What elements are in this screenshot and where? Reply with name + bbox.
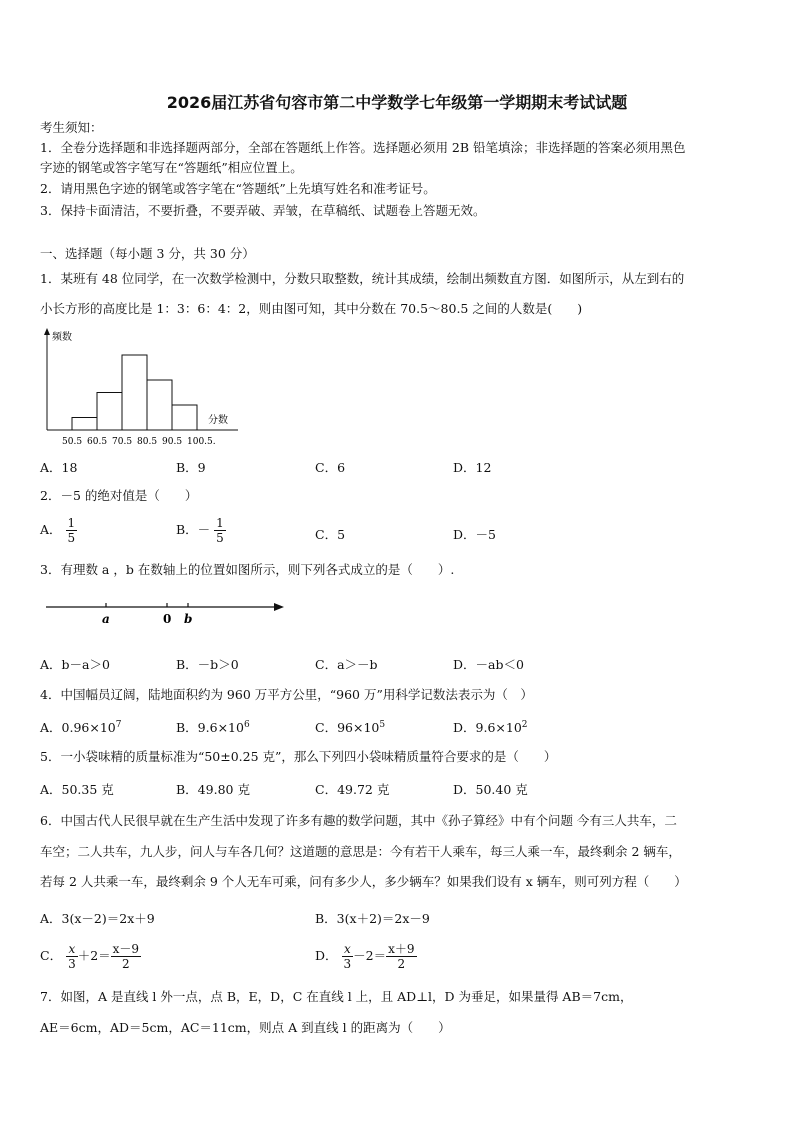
exponent: 5 xyxy=(379,719,386,730)
numerator: x＋9 xyxy=(388,942,415,956)
denominator: 3 xyxy=(68,957,76,971)
numerator: x xyxy=(342,942,354,957)
question-1-line2: 小长方形的高度比是 1：3：6：4：2，则由图可知，其中分数在 70.5～80.5 之间的人数是( ) xyxy=(40,301,583,316)
option-d xyxy=(315,942,417,971)
option-text: C．96×10 xyxy=(315,720,380,735)
x-axis-label: 分数 xyxy=(208,415,228,426)
question-6-line1: 6．中国古代人民很早就在生产生活中发现了许多有趣的数学问题，其中《孙子算经》中有个问题 今有三人共车，二 xyxy=(40,813,677,828)
exponent: 7 xyxy=(115,719,122,730)
option-d xyxy=(453,718,528,736)
option-c: C．5 xyxy=(315,527,346,542)
histogram-bar xyxy=(122,355,147,430)
denominator: 2 xyxy=(397,957,406,971)
question-5: 5．一小袋味精的质量标准为“50±0.25 克”，那么下列四小袋味精质量符合要求的是（ ） xyxy=(40,749,557,764)
option-b: B．9 xyxy=(176,460,206,475)
notice-item: 1．全卷分选择题和非选择题两部分，全部在答题纸上作答。选择题必须用 2B 铅笔填涂；非选择题的答案必须用黑色 xyxy=(40,140,686,155)
option-a: A．18 xyxy=(40,460,78,475)
numerator: x xyxy=(66,942,78,957)
numerator: 1 xyxy=(67,516,76,530)
question-7-line1: 7．如图，A 是直线 l 外一点，点 B，E，D，C 在直线 l 上，且 AD⊥l，D 为垂足，如果量得 AB＝7cm， xyxy=(40,989,633,1004)
question-4: 4．中国幅员辽阔，陆地面积约为 960 万平方公里，“960 万”用科学记数法表示为（ ） xyxy=(40,687,533,702)
notice-item: 字迹的钢笔或答字笔写在“答题纸”相应位置上。 xyxy=(40,160,303,175)
question-6-line3: 若每 2 人共乘一车，最终剩余 9 个人无车可乘，问有多少人，多少辆车？如果我们设有 x 辆车，则可列方程（ ） xyxy=(40,874,687,889)
fraction xyxy=(214,516,226,545)
numerator: 1 xyxy=(216,516,224,530)
notice-item: 2．请用黑色字迹的钢笔或答字笔在“答题纸”上先填写姓名和准考证号。 xyxy=(40,181,436,196)
question-6-line2: 车空；二人共车，九人步，问人与车各几何？这道题的意思是：今有若干人乘车，每三人乘一车，最终剩余 2 辆车， xyxy=(40,844,681,859)
option-a: A．3(x－2)＝2x＋9 xyxy=(40,911,155,926)
option-text: B．9.6×10 xyxy=(176,720,244,735)
option-b xyxy=(176,718,250,736)
histogram-bar xyxy=(72,418,97,431)
option-a xyxy=(40,718,121,736)
denominator: 2 xyxy=(122,957,130,971)
option-label: C． xyxy=(40,948,63,963)
denominator: 3 xyxy=(343,957,352,971)
histogram-bar xyxy=(172,405,197,430)
option-label: A． xyxy=(40,522,62,537)
page-title: 2026届江苏省句容市第二中学数学七年级第一学期期末考试试题 xyxy=(166,93,628,112)
numerator: x－9 xyxy=(112,942,140,956)
x-tick-label: 50.5 xyxy=(62,437,83,447)
option-a xyxy=(40,516,77,545)
histogram-bar xyxy=(147,380,172,430)
option-c xyxy=(40,942,141,971)
fraction xyxy=(66,942,78,971)
option-d: D．50.40 克 xyxy=(453,782,528,797)
option-c xyxy=(315,718,385,736)
option-text: A．0.96×10 xyxy=(40,720,116,735)
point-b-label: b xyxy=(184,612,193,626)
option-b xyxy=(176,516,226,545)
equation-middle: ＋2＝ xyxy=(77,948,111,963)
x-tick-label: 60.5 xyxy=(87,437,108,447)
origin-label: 0 xyxy=(163,612,172,626)
fraction xyxy=(386,942,416,971)
question-1-line1: 1．某班有 48 位同学，在一次数学检测中，分数只取整数，统计其成绩，绘制出频数直方图．如图所示，从左到右的 xyxy=(40,271,685,286)
option-label: B．－ xyxy=(176,522,211,537)
option-b: B．－b＞0 xyxy=(176,657,239,672)
fraction xyxy=(111,942,141,971)
option-b: B．49.80 克 xyxy=(176,782,250,797)
section-heading: 一、选择题（每小题 3 分，共 30 分） xyxy=(40,246,255,261)
option-a: A．50.35 克 xyxy=(40,782,114,797)
option-c: C．a＞－b xyxy=(315,657,378,672)
notice-heading: 考生须知： xyxy=(40,120,103,135)
x-tick-label: 100.5. xyxy=(187,437,216,447)
option-c: C．6 xyxy=(315,460,346,475)
exponent: 2 xyxy=(521,719,528,730)
y-axis-label: 频数 xyxy=(52,332,72,343)
question-2: 2．－5 的绝对值是（ ） xyxy=(40,488,198,503)
x-tick-label: 90.5 xyxy=(162,437,183,447)
histogram-bar xyxy=(97,393,122,431)
option-d: D．－ab＜0 xyxy=(453,657,524,672)
option-a: A．b－a＞0 xyxy=(40,657,110,672)
x-tick-label: 80.5 xyxy=(137,437,158,447)
denominator: 5 xyxy=(216,531,224,545)
option-c: C．49.72 克 xyxy=(315,782,390,797)
option-label: D． xyxy=(315,948,338,963)
point-a-label: a xyxy=(102,612,110,626)
question-7-line2: AE＝6cm，AD＝5cm，AC＝11cm，则点 A 到直线 l 的距离为（ ） xyxy=(40,1020,451,1035)
option-d: D．12 xyxy=(453,460,492,475)
notice-item: 3．保持卡面清洁，不要折叠，不要弄破、弄皱，在草稿纸、试题卷上答题无效。 xyxy=(40,203,486,218)
fraction xyxy=(66,516,78,545)
denominator: 5 xyxy=(67,531,76,545)
number-line xyxy=(46,596,286,630)
option-d: D．－5 xyxy=(453,527,496,542)
x-tick-label: 70.5 xyxy=(112,437,133,447)
equation-middle: －2＝ xyxy=(353,948,387,963)
histogram-chart xyxy=(38,328,238,450)
option-b: B．3(x＋2)＝2x－9 xyxy=(315,911,430,926)
fraction xyxy=(342,942,354,971)
option-text: D．9.6×10 xyxy=(453,720,522,735)
exponent: 6 xyxy=(243,719,250,730)
question-3: 3．有理数 a ，b 在数轴上的位置如图所示，则下列各式成立的是（ ）. xyxy=(40,562,455,577)
